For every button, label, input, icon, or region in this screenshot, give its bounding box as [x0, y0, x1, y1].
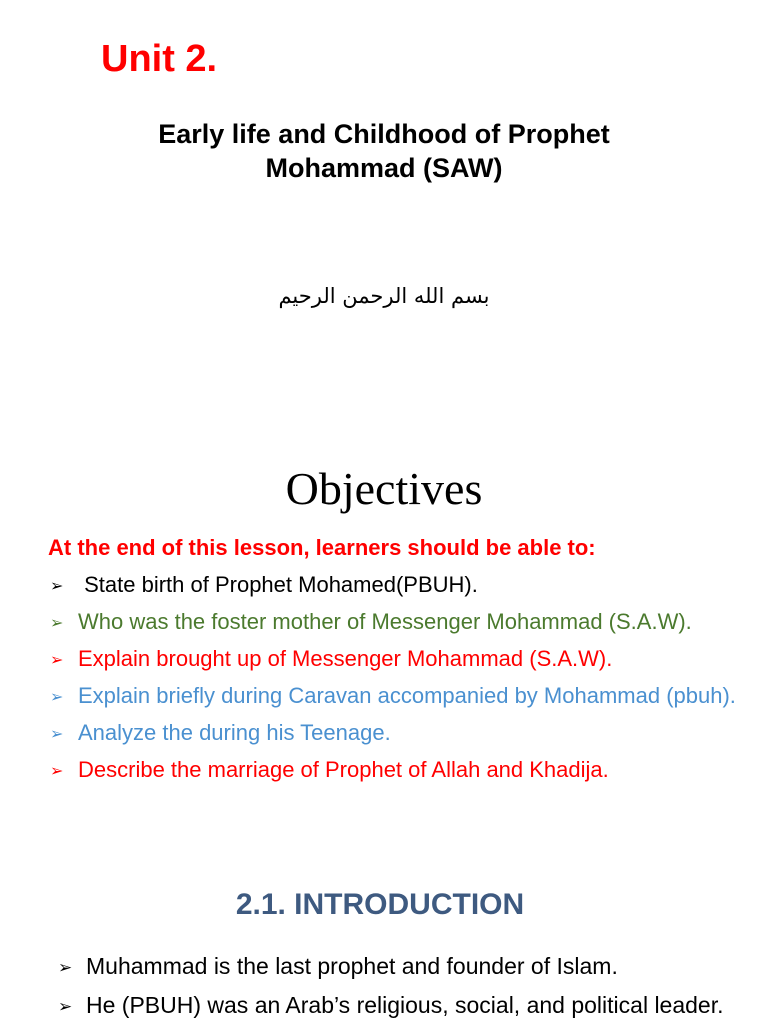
objective-item — [50, 608, 755, 636]
objective-item — [50, 571, 755, 599]
objectives-list — [50, 571, 755, 793]
introduction-list — [58, 952, 748, 1024]
unit-title: Unit 2. — [101, 38, 218, 80]
arrow-bullet-icon: ➢ — [58, 958, 73, 978]
introduction-text: Muhammad is the last prophet and founder of Islam. — [86, 953, 618, 979]
arrow-bullet-icon: ➢ — [50, 613, 64, 632]
introduction-text: He (PBUH) was an Arab’s religious, social, and political leader. — [86, 992, 724, 1018]
arrow-bullet-icon: ➢ — [50, 761, 64, 780]
objective-item — [50, 756, 755, 784]
arrow-bullet-icon: ➢ — [50, 576, 64, 595]
objective-text: Describe the marriage of Prophet of Allah and Khadija. — [78, 757, 609, 782]
arrow-bullet-icon: ➢ — [50, 687, 64, 706]
objective-text: State birth of Prophet Mohamed(PBUH). — [78, 572, 478, 597]
arrow-bullet-icon: ➢ — [50, 724, 64, 743]
lesson-title-line-1: Early life and Childhood of Prophet — [158, 119, 610, 149]
objective-text: Analyze the during his Teenage. — [78, 720, 391, 745]
introduction-item — [58, 991, 748, 1022]
introduction-item — [58, 952, 748, 983]
objectives-intro: At the end of this lesson, learners should be able to: — [48, 535, 596, 560]
objective-text: Explain brought up of Messenger Mohammad (S.A.W). — [78, 646, 613, 671]
arrow-bullet-icon: ➢ — [58, 997, 73, 1017]
objectives-heading: Objectives — [285, 463, 483, 514]
arrow-bullet-icon: ➢ — [50, 650, 64, 669]
introduction-heading: 2.1. INTRODUCTION — [235, 888, 525, 921]
lesson-title-line-2: Mohammad (SAW) — [265, 153, 503, 183]
lesson-title — [0, 117, 768, 185]
objective-item — [50, 719, 755, 747]
objective-item — [50, 682, 755, 710]
objective-item — [50, 645, 755, 673]
objective-text: Who was the foster mother of Messenger Mohammad (S.A.W). — [78, 609, 692, 634]
objective-text: Explain briefly during Caravan accompanied by Mohammad (pbuh). — [78, 683, 736, 708]
bismillah-text: بسم الله الرحمن الرحيم — [278, 284, 490, 308]
